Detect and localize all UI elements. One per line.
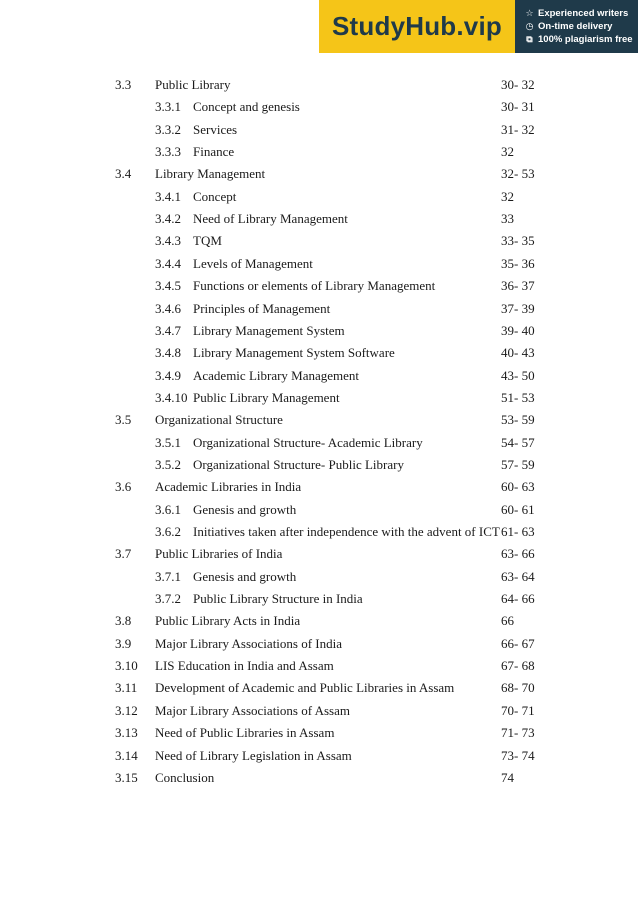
toc-section-row [0,96,638,118]
toc-number: 3.6.1 [155,501,181,517]
toc-pages: 35- 36 [501,255,535,271]
toc-pages: 60- 63 [501,479,535,495]
toc-number: 3.6.2 [155,524,181,539]
toc-pages: 37- 39 [501,300,535,316]
toc-section-row [0,186,638,208]
toc-pages: 51- 53 [501,389,535,405]
toc-title: Library Management System Software [193,345,395,361]
toc-chapter-row [0,655,638,677]
toc-title: Organizational Structure [155,412,283,428]
toc-title: Services [193,121,238,137]
toc-title: Academic Library Management [193,367,360,383]
toc-pages: 73- 74 [501,747,535,763]
toc-title: Library Management System [193,322,345,338]
toc-section-row [0,566,638,588]
toc-section-row [0,119,638,141]
toc-pages: 36- 37 [501,278,535,294]
toc-chapter-row [0,74,638,96]
toc-pages: 32- 53 [501,166,535,182]
toc-pages: 64- 66 [501,591,535,607]
toc-section-row [0,230,638,252]
toc-pages: 74 [501,769,514,785]
toc-number: 3.4.8 [155,345,181,361]
toc-title: Public Libraries of India [155,546,283,562]
copy-icon: ⧉ [526,34,533,44]
toc-pages: 61- 63 [501,524,535,539]
toc-chapter-row [0,722,638,744]
toc-number: 3.3.1 [155,99,181,115]
toc-pages: 32 [501,188,514,204]
toc-number: 3.4.5 [155,278,181,294]
feature-item [525,8,638,19]
toc-title: Public Library Structure in India [193,591,363,607]
toc-title: Organizational Structure- Public Library [193,456,404,472]
toc-number: 3.8 [115,613,132,629]
toc-number: 3.13 [115,725,138,741]
toc-section-row [0,387,638,409]
toc-pages: 31- 32 [501,121,535,137]
feature-text: Experienced writers [538,8,629,19]
toc-number: 3.6 [115,479,132,495]
toc-chapter-row [0,610,638,632]
toc-section-row [0,320,638,342]
toc-chapter-row [0,409,638,431]
toc-number: 3.5.2 [155,456,181,472]
toc-chapter-row [0,700,638,722]
toc-number: 3.15 [115,769,138,785]
feature-item [525,21,638,32]
toc-number: 3.12 [115,702,138,718]
toc-section-row [0,432,638,454]
toc-number: 3.4.4 [155,255,181,271]
toc-title: Public Library Management [193,389,340,405]
toc-title: Need of Public Libraries in Assam [155,725,335,741]
toc-number: 3.4 [115,166,132,182]
toc-title: Academic Libraries in India [155,479,302,495]
toc-number: 3.9 [115,635,132,651]
toc-number: 3.3 [115,77,132,92]
toc-title: Need of Library Legislation in Assam [155,747,352,763]
toc-section-row [0,141,638,163]
toc-title: Levels of Management [193,255,313,271]
toc-number: 3.3.3 [155,144,181,160]
toc-title: Concept and genesis [193,99,300,115]
toc-title: Genesis and growth [193,568,297,584]
toc-number: 3.7.1 [155,568,181,584]
toc-pages: 30- 31 [501,99,535,115]
feature-text: On-time delivery [538,21,613,32]
toc-chapter-row [0,476,638,498]
toc-section-row [0,499,638,521]
toc-number: 3.4.9 [155,367,181,383]
toc-title: Public Library [155,77,231,92]
feature-text: 100% plagiarism free [538,34,633,45]
toc-chapter-row [0,745,638,767]
toc-pages: 30- 32 [501,77,535,92]
toc-pages: 67- 68 [501,658,535,674]
toc-title: Genesis and growth [193,501,297,517]
toc-number: 3.4.3 [155,233,181,249]
toc-section-row [0,253,638,275]
toc-section-row [0,521,638,543]
toc-title: Development of Academic and Public Libraries in Assam [155,680,455,696]
toc-title: Concept [193,188,237,204]
toc-title: Need of Library Management [193,211,348,227]
brand-logo: StudyHub.vip [319,0,515,53]
toc-pages: 33 [501,211,514,227]
feature-list [515,8,638,45]
star-icon: ☆ [525,8,534,18]
toc-title: TQM [193,233,222,249]
feature-item [525,34,638,45]
toc-pages: 39- 40 [501,322,535,338]
toc-title: Public Library Acts in India [155,613,301,629]
toc-title: Principles of Management [193,300,331,316]
toc-section-row [0,365,638,387]
studyhub-banner[interactable] [319,0,638,53]
toc-title: Major Library Associations of Assam [155,702,350,718]
toc-pages: 32 [501,144,514,160]
toc-number: 3.3.2 [155,121,181,137]
toc-number: 3.4.2 [155,211,181,227]
toc-section-row [0,275,638,297]
toc-section-row [0,454,638,476]
toc-chapter-row [0,767,638,789]
toc-title: Finance [193,144,235,160]
toc-pages: 63- 64 [501,568,535,584]
toc-title: Library Management [155,166,266,182]
toc-pages: 66- 67 [501,635,535,651]
toc-pages: 53- 59 [501,412,535,428]
toc-chapter-row [0,677,638,699]
toc-number: 3.10 [115,658,138,674]
toc-pages: 63- 66 [501,546,535,562]
toc-pages: 40- 43 [501,345,535,361]
toc-chapter-row [0,633,638,655]
toc-chapter-row [0,543,638,565]
toc-number: 3.4.6 [155,300,181,316]
toc-section-row [0,298,638,320]
toc-number: 3.5 [115,412,132,428]
toc-section-row [0,342,638,364]
toc-pages: 54- 57 [501,434,535,450]
toc-pages: 33- 35 [501,233,535,249]
toc-title: LIS Education in India and Assam [155,658,334,674]
toc-pages: 68- 70 [501,680,535,696]
toc-pages: 43- 50 [501,367,535,383]
toc-chapter-row [0,163,638,185]
toc-number: 3.7 [115,546,132,562]
toc-title: Major Library Associations of India [155,635,343,651]
toc-number: 3.4.7 [155,322,181,338]
toc-number: 3.14 [115,747,138,763]
toc-number: 3.5.1 [155,434,181,450]
toc-number: 3.4.1 [155,188,181,204]
toc-section-row [0,588,638,610]
clock-icon: ◷ [525,21,534,31]
toc-pages: 66 [501,613,514,629]
toc-title: Organizational Structure- Academic Library [193,434,423,450]
toc-pages: 70- 71 [501,702,535,718]
toc-title: Functions or elements of Library Management [193,278,436,294]
toc-section-row [0,208,638,230]
toc-number: 3.4.10 [155,389,188,405]
toc-number: 3.7.2 [155,591,181,607]
toc-pages: 57- 59 [501,456,535,472]
toc-number: 3.11 [115,680,138,696]
toc-pages: 71- 73 [501,725,535,741]
toc-pages: 60- 61 [501,501,535,517]
toc-title: Initiatives taken after independence with the advent of ICT [193,524,500,539]
toc-title: Conclusion [155,769,215,785]
